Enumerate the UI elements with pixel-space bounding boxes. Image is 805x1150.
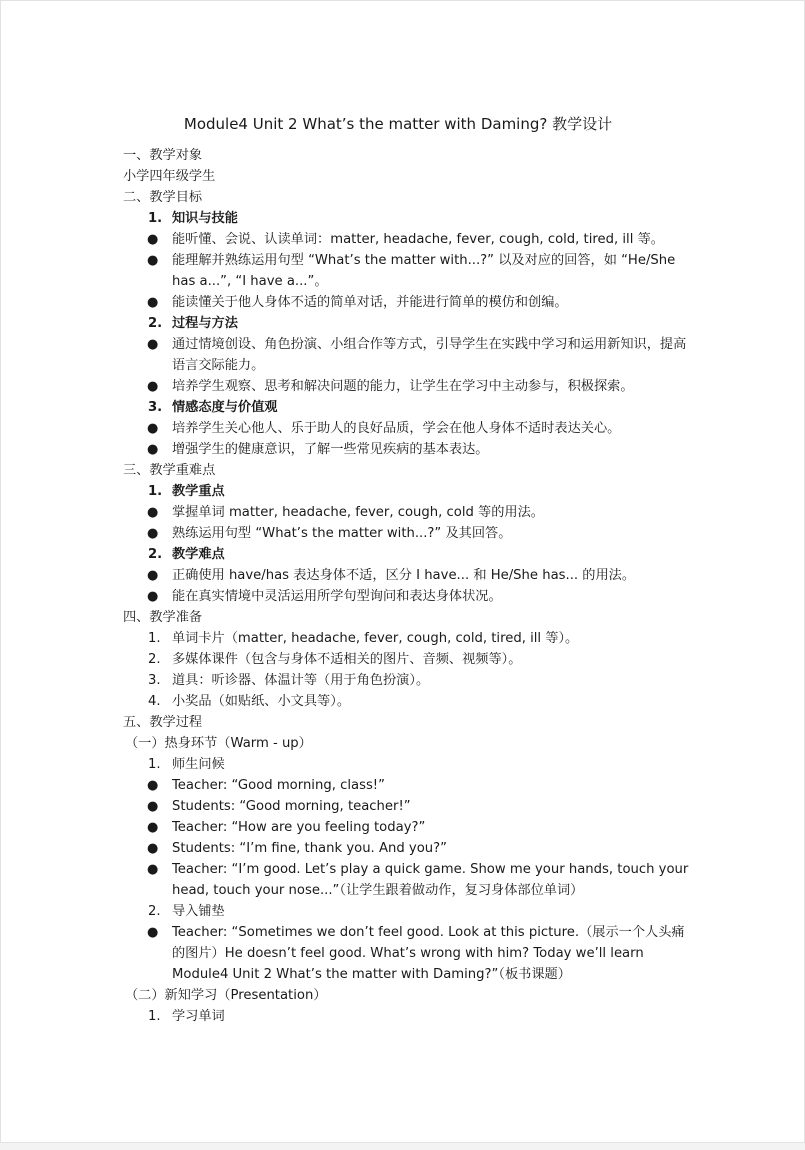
item-text: 能听懂、会说、认读单词：matter, headache, fever, cough, cold, tired, ill 等。: [172, 232, 664, 247]
bullet-item: [123, 229, 693, 250]
bullet-item: [123, 922, 693, 985]
section-heading: [123, 187, 693, 208]
bullet-item: [123, 775, 693, 796]
bullet-item: [123, 292, 693, 313]
section-heading: [123, 145, 693, 166]
document-body: [123, 145, 693, 1027]
item-text: Students: “I’m fine, thank you. And you?”: [172, 841, 447, 856]
numbered-item: [123, 1006, 693, 1027]
item-text: Teacher: “I’m good. Let’s play a quick game. Show me your hands, touch your head, touch your nose...”（让学生跟着做动作，复习身体部位单词）: [172, 862, 689, 898]
numbered-heading: [123, 544, 693, 565]
item-number: 1.: [148, 631, 161, 646]
subsection-heading: [123, 985, 693, 1006]
numbered-heading: [123, 481, 693, 502]
numbered-item: [123, 754, 693, 775]
numbered-heading: [123, 397, 693, 418]
item-text: 情感态度与价值观: [172, 400, 278, 415]
bullet-icon: ●: [147, 526, 159, 541]
item-text: （二）新知学习（Presentation）: [125, 988, 327, 1003]
item-text: 二、教学目标: [123, 190, 203, 205]
bullet-icon: ●: [147, 379, 159, 394]
bullet-item: [123, 418, 693, 439]
bullet-item: [123, 439, 693, 460]
item-text: 一、教学对象: [123, 148, 203, 163]
item-text: 四、教学准备: [123, 610, 203, 625]
item-text: 教学重点: [172, 484, 225, 499]
item-text: 增强学生的健康意识，了解一些常见疾病的基本表达。: [172, 442, 489, 457]
bullet-item: [123, 586, 693, 607]
bullet-icon: ●: [147, 421, 159, 436]
item-text: Teacher: “How are you feeling today?”: [172, 820, 426, 835]
item-text: 能读懂关于他人身体不适的简单对话，并能进行简单的模仿和创编。: [172, 295, 568, 310]
item-number: 2.: [148, 316, 163, 331]
numbered-item: [123, 691, 693, 712]
numbered-item: [123, 901, 693, 922]
document-title: Module4 Unit 2 What’s the matter with Daming? 教学设计: [183, 115, 613, 133]
section-heading: [123, 712, 693, 733]
item-text: （一）热身环节（Warm - up）: [125, 736, 312, 751]
bullet-icon: ●: [147, 589, 159, 604]
numbered-item: [123, 649, 693, 670]
item-number: 4.: [148, 694, 161, 709]
item-text: 掌握单词 matter, headache, fever, cough, cold 等的用法。: [172, 505, 544, 520]
subsection-heading: [123, 733, 693, 754]
bullet-icon: ●: [147, 337, 159, 352]
item-text: Teacher: “Sometimes we don’t feel good. Look at this picture.（展示一个人头痛的图片）He doesn’t feel good. What’s wrong with him? Today we’ll learn Module4 Unit 2 What’s the matter with Daming?”（板书课题）: [172, 925, 685, 982]
item-number: 1.: [148, 211, 163, 226]
item-number: 1.: [148, 484, 163, 499]
bullet-item: [123, 838, 693, 859]
item-text: 单词卡片（matter, headache, fever, cough, cold, tired, ill 等）。: [172, 631, 579, 646]
bullet-icon: ●: [147, 253, 159, 268]
item-text: 道具：听诊器、体温计等（用于角色扮演）。: [172, 673, 430, 688]
item-text: 小学四年级学生: [123, 169, 216, 184]
bullet-item: [123, 523, 693, 544]
bullet-icon: ●: [147, 841, 159, 856]
bullet-item: [123, 859, 693, 901]
item-text: 能在真实情境中灵活运用所学句型询问和表达身体状况。: [172, 589, 502, 604]
bullet-item: [123, 796, 693, 817]
bullet-item: [123, 250, 693, 292]
bullet-icon: ●: [147, 799, 159, 814]
bullet-icon: ●: [147, 232, 159, 247]
item-text: 小奖品（如贴纸、小文具等）。: [172, 694, 351, 709]
section-heading: [123, 166, 693, 187]
item-number: 2.: [148, 904, 161, 919]
bullet-icon: ●: [147, 862, 159, 877]
numbered-heading: [123, 208, 693, 229]
item-number: 3.: [148, 400, 163, 415]
bullet-item: [123, 334, 693, 376]
section-heading: [123, 460, 693, 481]
item-text: Teacher: “Good morning, class!”: [172, 778, 385, 793]
item-number: 1.: [148, 1009, 161, 1024]
numbered-item: [123, 670, 693, 691]
item-text: 多媒体课件（包含与身体不适相关的图片、音频、视频等）。: [172, 652, 522, 667]
item-text: 培养学生观察、思考和解决问题的能力，让学生在学习中主动参与，积极探索。: [172, 379, 634, 394]
item-text: Students: “Good morning, teacher!”: [172, 799, 411, 814]
item-text: 教学难点: [172, 547, 225, 562]
document-content: [123, 113, 693, 1027]
item-number: 2.: [148, 547, 163, 562]
bullet-item: [123, 817, 693, 838]
item-text: 正确使用 have/has 表达身体不适，区分 I have... 和 He/She has... 的用法。: [172, 568, 636, 583]
bullet-icon: ●: [147, 295, 159, 310]
item-number: 3.: [148, 673, 161, 688]
item-number: 1.: [148, 757, 161, 772]
item-text: 过程与方法: [172, 316, 238, 331]
item-text: 知识与技能: [172, 211, 238, 226]
item-number: 2.: [148, 652, 161, 667]
bullet-icon: ●: [147, 778, 159, 793]
item-text: 熟练运用句型 “What’s the matter with...?” 及其回答。: [172, 526, 512, 541]
bullet-icon: ●: [147, 442, 159, 457]
numbered-heading: [123, 313, 693, 334]
item-text: 通过情境创设、角色扮演、小组合作等方式，引导学生在实践中学习和运用新知识，提高语言交际能力。: [172, 337, 687, 373]
bullet-icon: ●: [147, 568, 159, 583]
bullet-icon: ●: [147, 925, 159, 940]
item-text: 三、教学重难点: [123, 463, 216, 478]
bullet-icon: ●: [147, 505, 159, 520]
numbered-item: [123, 628, 693, 649]
item-text: 培养学生关心他人、乐于助人的良好品质，学会在他人身体不适时表达关心。: [172, 421, 621, 436]
item-text: 能理解并熟练运用句型 “What’s the matter with...?” 以及对应的回答，如 “He/She has a...”, “I have a...”。: [172, 253, 676, 289]
bullet-icon: ●: [147, 820, 159, 835]
bullet-item: [123, 565, 693, 586]
section-heading: [123, 607, 693, 628]
item-text: 五、教学过程: [123, 715, 203, 730]
item-text: 学习单词: [172, 1009, 225, 1024]
item-text: 导入铺垫: [172, 904, 225, 919]
bullet-item: [123, 376, 693, 397]
bullet-item: [123, 502, 693, 523]
item-text: 师生问候: [172, 757, 225, 772]
